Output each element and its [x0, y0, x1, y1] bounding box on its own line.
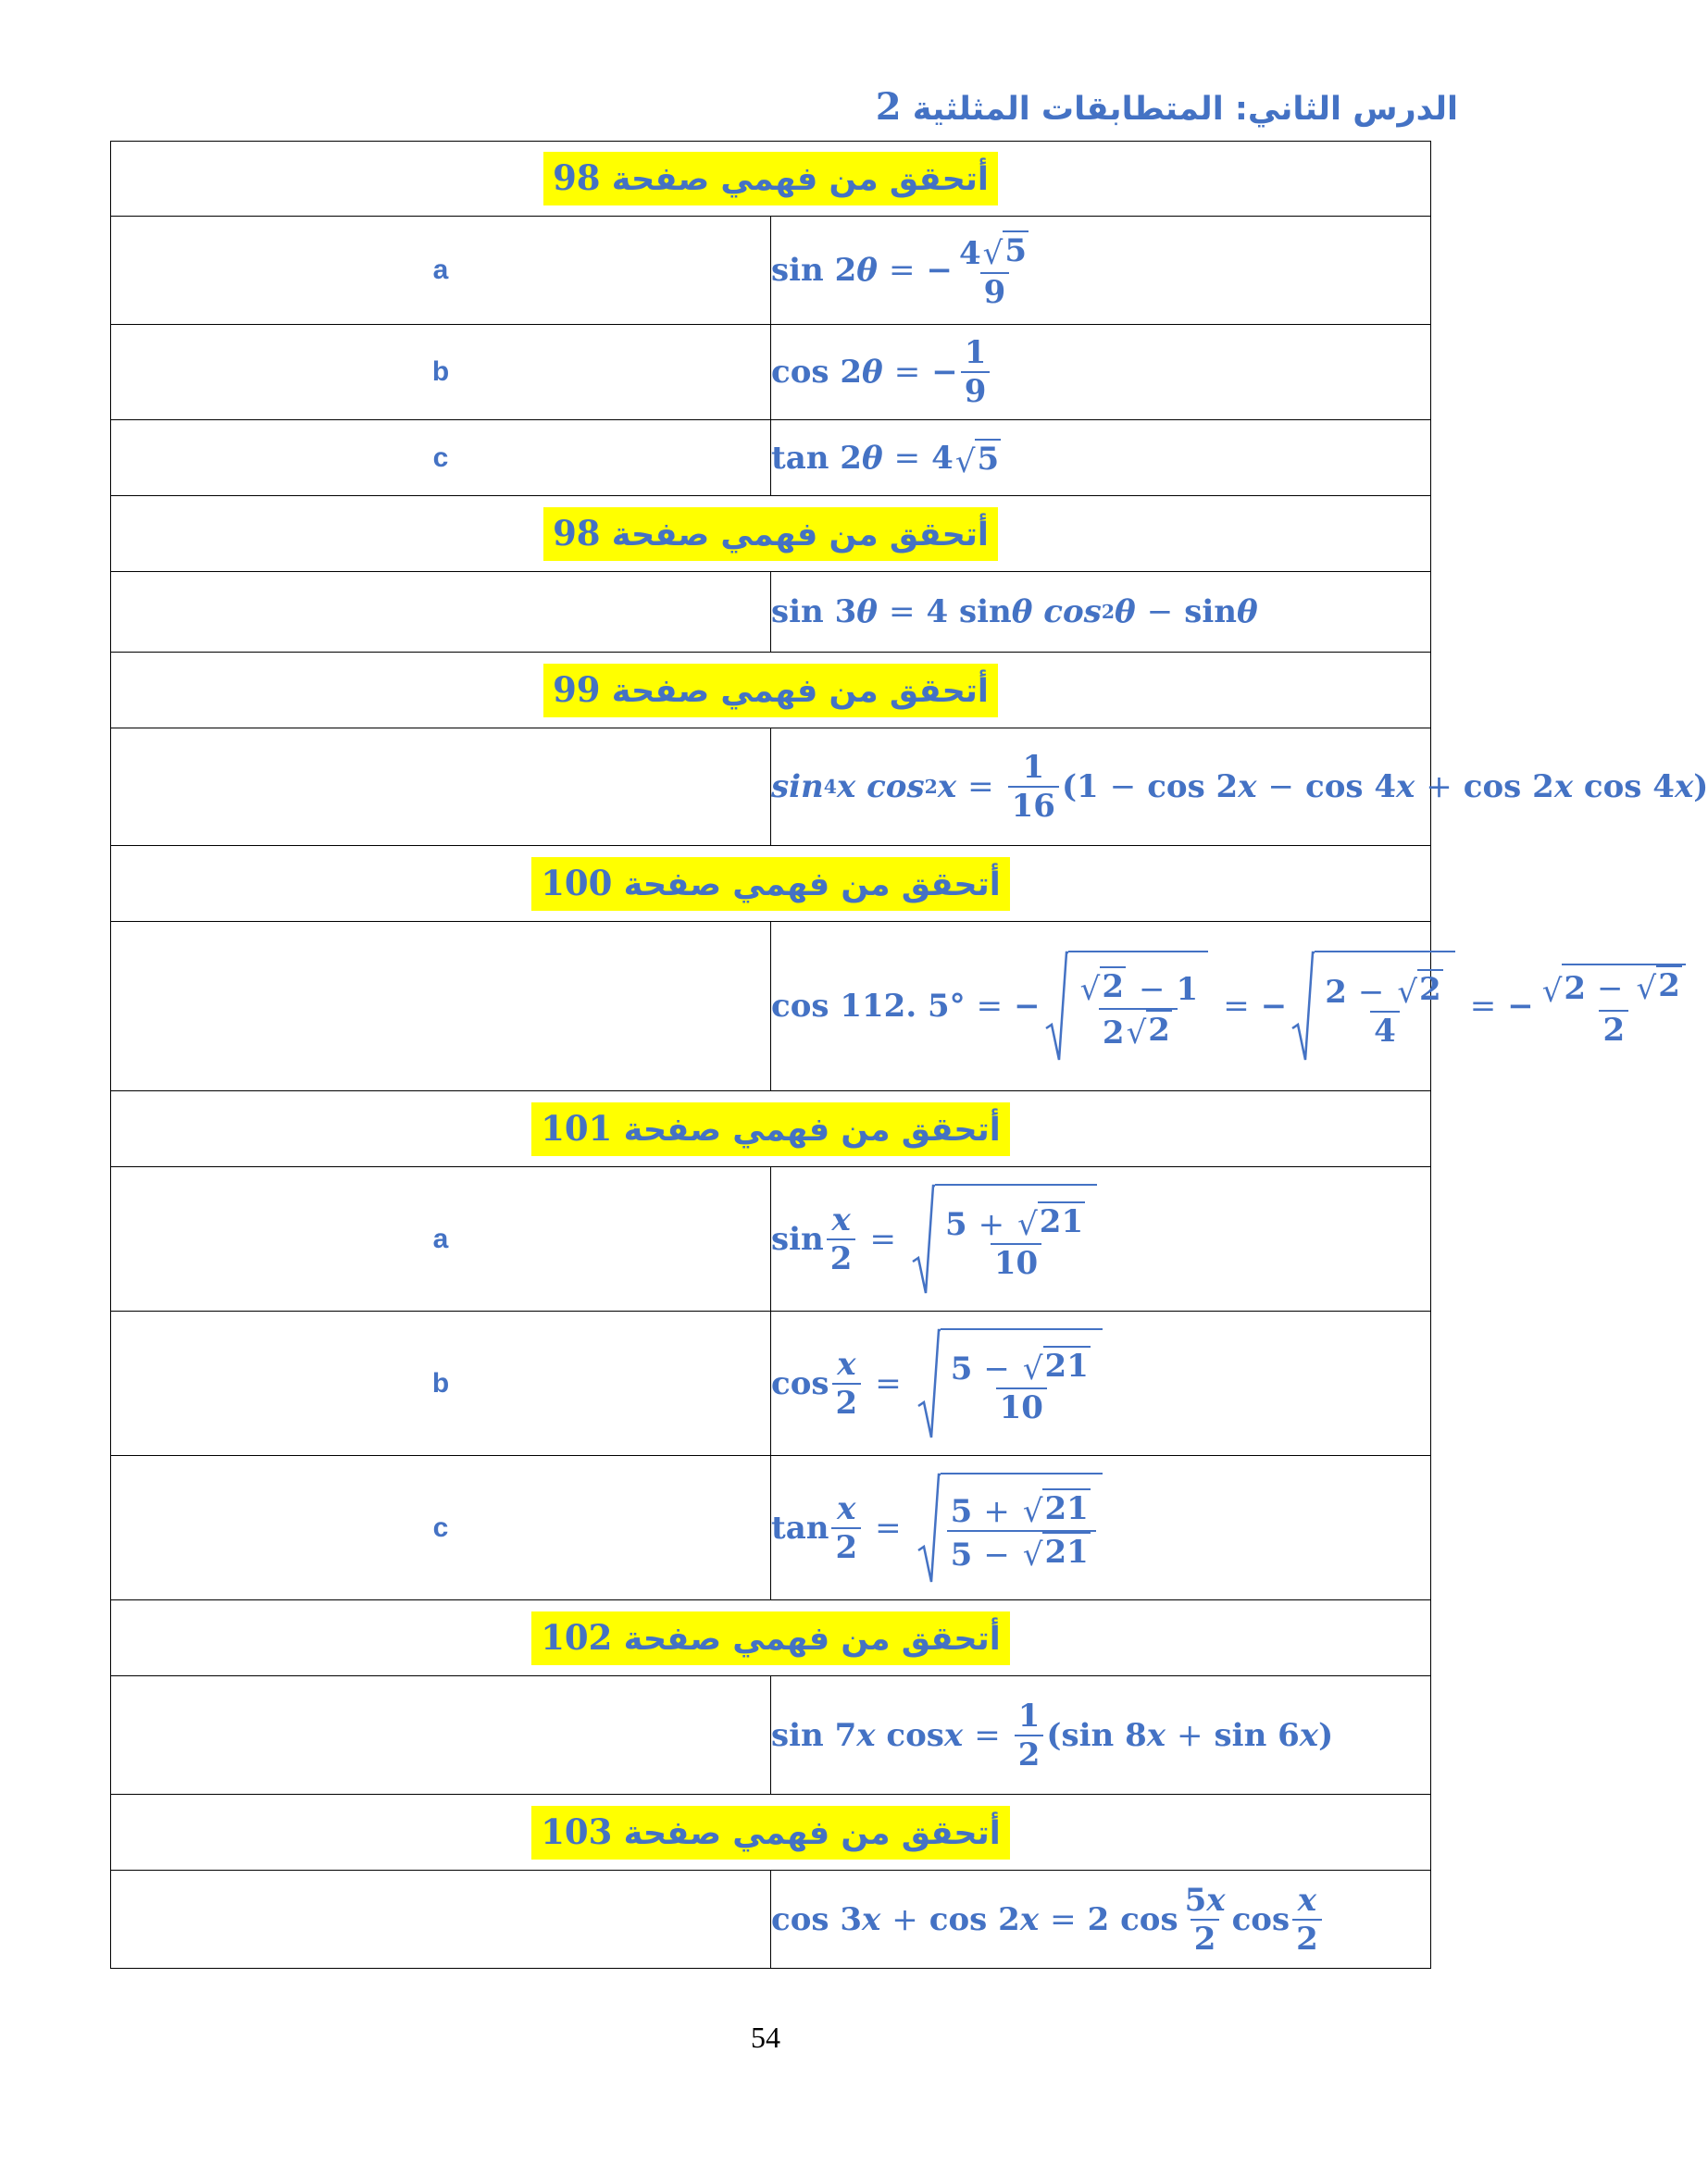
check-heading: أتحقق من فهمي صفحة 103	[531, 1806, 1010, 1860]
equation: tan 2 θ = 4 √ 5	[771, 420, 1431, 496]
answer-row	[111, 1312, 1431, 1456]
equation: sin 2 θ = − 4 √ 5 9	[771, 217, 1431, 325]
answer-row	[111, 728, 1431, 846]
section-header-row	[111, 1795, 1431, 1871]
row-label	[111, 728, 771, 846]
section-header-row	[111, 1600, 1431, 1676]
section-header-row	[111, 496, 1431, 572]
answer-row	[111, 217, 1431, 325]
check-heading: أتحقق من فهمي صفحة 101	[531, 1102, 1010, 1156]
row-label	[111, 922, 771, 1091]
equation: sin $\frac{x}{2}$ = 5 + √ 21 10	[771, 1167, 1431, 1312]
row-label: a	[111, 217, 771, 325]
answer-row	[111, 1676, 1431, 1795]
answer-row	[111, 1871, 1431, 1969]
equation: sin 7 x cos x = $\frac{1}{2}$ (sin 8 x + sin 6 x )	[771, 1676, 1431, 1795]
exercise-table	[110, 141, 1708, 1969]
answer-row	[111, 1167, 1431, 1312]
page-number: 54	[751, 2021, 780, 2054]
page-title	[876, 85, 1458, 129]
check-heading: أتحقق من فهمي صفحة 100	[531, 857, 1010, 911]
check-heading: أتحقق من فهمي صفحة 99	[543, 664, 998, 717]
equation: cos 112. 5° = − √ 2 − 1 2 √ 2 = − 2 − √ 2 4 = − √ 2 − √ 2 2	[771, 922, 1431, 1091]
equation: cos 3 x + cos 2 x = 2 cos $\frac{5x}{2}$ cos x 2	[771, 1871, 1431, 1969]
row-label	[111, 1871, 771, 1969]
row-label: c	[111, 420, 771, 496]
check-heading: أتحقق من فهمي صفحة 98	[543, 152, 998, 205]
answer-row	[111, 325, 1431, 420]
answer-row	[111, 922, 1431, 1091]
row-label	[111, 1676, 771, 1795]
answer-row	[111, 1456, 1431, 1600]
section-header-row	[111, 653, 1431, 728]
equation: tan $\frac{x}{2}$ = 5 + √ 21 5 − √ 21	[771, 1456, 1431, 1600]
section-header-row	[111, 142, 1431, 217]
answer-row	[111, 572, 1431, 653]
lesson-title: الدرس الثاني: المتطابقات المثلثية	[912, 91, 1458, 128]
row-label: b	[111, 1312, 771, 1456]
equation: cos $\frac{x}{2}$ = 5 − √ 21 10	[771, 1312, 1431, 1456]
equation: cos 2 θ = − $\frac{1}{9}$	[771, 325, 1431, 420]
row-label	[111, 572, 771, 653]
row-label: b	[111, 325, 771, 420]
section-header-row	[111, 1091, 1431, 1167]
row-label: c	[111, 1456, 771, 1600]
equation: sin 3 θ = 4 sin θ cos 2 θ − sin θ	[771, 572, 1431, 653]
answer-row	[111, 420, 1431, 496]
lesson-number: 2	[875, 85, 902, 129]
check-heading: أتحقق من فهمي صفحة 98	[543, 507, 998, 561]
check-heading: أتحقق من فهمي صفحة 102	[531, 1611, 1010, 1665]
equation: sin 4 x cos 2 x = $\frac{1}{16}$ (1 − cos 2 x − cos 4 x + cos 2 x cos 4 x )	[771, 728, 1431, 846]
section-header-row	[111, 846, 1431, 922]
row-label: a	[111, 1167, 771, 1312]
